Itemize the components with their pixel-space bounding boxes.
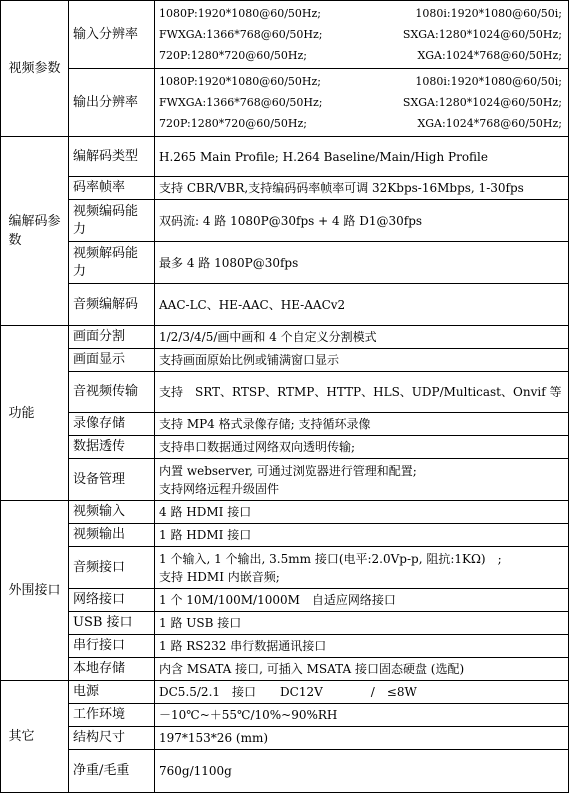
- value-power: DC5.5/2.1 接口 DC12V / ≤8W: [155, 681, 569, 704]
- value-video-output: 1 路 HDMI 接口: [155, 524, 569, 547]
- label-size: 结构尺寸: [69, 727, 155, 750]
- label-decode-capability: 视频解码能力: [69, 242, 155, 284]
- label-audio-interface: 音频接口: [69, 547, 155, 589]
- value-bitrate: 支持 CBR/VBR,支持编码码率帧率可调 32Kbps-16Mbps, 1-30fps: [155, 177, 569, 200]
- value-input-resolution: 1080P:1920*1080@60/50Hz; 1080i:1920*1080@60/50i; FWXGA:1366*768@60/50Hz; SXGA:1280*1024@60/50Hz; 720P:1280*720@60/50Hz; XGA:1024*768@60/50Hz;: [155, 1, 569, 69]
- value-size: 197*153*26 (mm): [155, 727, 569, 750]
- value-av-transport: 支持 SRT、RTSP、RTMP、HTTP、HLS、UDP/Multicast、Onvif 等: [155, 372, 569, 413]
- row-codec-type: [1, 137, 569, 177]
- label-av-transport: 音视频传输: [69, 372, 155, 413]
- label-serial-interface: 串行接口: [69, 635, 155, 658]
- row-decode-capability: [1, 242, 569, 284]
- label-weight: 净重/毛重: [69, 750, 155, 793]
- label-bitrate: 码率帧率: [69, 177, 155, 200]
- value-screen-split: 1/2/3/4/5/画中画和 4 个自定义分割模式: [155, 326, 569, 349]
- value-data-passthrough: 支持串口数据通过网络双向透明传输;: [155, 436, 569, 459]
- value-audio-interface: 1 个输入, 1 个输出, 3.5mm 接口(电平:2.0Vp-p, 阻抗:1KΩ) ; 支持 HDMI 内嵌音频;: [155, 547, 569, 589]
- row-screen-split: [1, 326, 569, 349]
- value-serial-interface: 1 路 RS232 串行数据通讯接口: [155, 635, 569, 658]
- value-usb-interface: 1 路 USB 接口: [155, 612, 569, 635]
- row-power: [1, 681, 569, 704]
- label-screen-split: 画面分割: [69, 326, 155, 349]
- row-screen-display: [1, 349, 569, 372]
- value-device-management: 内置 webserver, 可通过浏览器进行管理和配置; 支持网络远程升级固件: [155, 459, 569, 501]
- label-output-resolution: 输出分辨率: [69, 69, 155, 137]
- label-environment: 工作环境: [69, 704, 155, 727]
- row-size: [1, 727, 569, 750]
- category-codec: 编解码参数: [1, 137, 69, 326]
- row-record-storage: [1, 413, 569, 436]
- label-audio-codec: 音频编解码: [69, 284, 155, 326]
- value-environment: －10℃~＋55℃/10%~90%RH: [155, 704, 569, 727]
- label-record-storage: 录像存储: [69, 413, 155, 436]
- row-data-passthrough: [1, 436, 569, 459]
- label-codec-type: 编解码类型: [69, 137, 155, 177]
- label-network-interface: 网络接口: [69, 589, 155, 612]
- value-video-input: 4 路 HDMI 接口: [155, 501, 569, 524]
- label-usb-interface: USB 接口: [69, 612, 155, 635]
- value-codec-type: H.265 Main Profile; H.264 Baseline/Main/High Profile: [155, 137, 569, 177]
- value-record-storage: 支持 MP4 格式录像存储; 支持循环录像: [155, 413, 569, 436]
- value-network-interface: 1 个 10M/100M/1000M 自适应网络接口: [155, 589, 569, 612]
- row-audio-codec: [1, 284, 569, 326]
- value-decode-capability: 最多 4 路 1080P@30fps: [155, 242, 569, 284]
- row-bitrate: [1, 177, 569, 200]
- row-av-transport: [1, 372, 569, 413]
- category-function: 功能: [1, 326, 69, 501]
- value-screen-display: 支持画面原始比例或铺满窗口显示: [155, 349, 569, 372]
- label-input-resolution: 输入分辨率: [69, 1, 155, 69]
- label-encode-capability: 视频编码能力: [69, 200, 155, 242]
- row-environment: [1, 704, 569, 727]
- row-network-interface: [1, 589, 569, 612]
- row-local-storage: [1, 658, 569, 681]
- label-video-input: 视频输入: [69, 501, 155, 524]
- label-screen-display: 画面显示: [69, 349, 155, 372]
- value-output-resolution: 1080P:1920*1080@60/50Hz; 1080i:1920*1080@60/50i; FWXGA:1366*768@60/50Hz; SXGA:1280*1024@60/50Hz; 720P:1280*720@60/50Hz; XGA:1024*768@60/50Hz;: [155, 69, 569, 137]
- label-data-passthrough: 数据透传: [69, 436, 155, 459]
- row-device-management: [1, 459, 569, 501]
- value-encode-capability: 双码流: 4 路 1080P@30fps + 4 路 D1@30fps: [155, 200, 569, 242]
- row-output-resolution: [1, 69, 569, 137]
- category-other: 其它: [1, 681, 69, 793]
- row-serial-interface: [1, 635, 569, 658]
- category-peripheral: 外围接口: [1, 501, 69, 681]
- label-power: 电源: [69, 681, 155, 704]
- category-video: 视频参数: [1, 1, 69, 137]
- row-weight: [1, 750, 569, 793]
- row-video-output: [1, 524, 569, 547]
- label-device-management: 设备管理: [69, 459, 155, 501]
- label-local-storage: 本地存储: [69, 658, 155, 681]
- row-encode-capability: [1, 200, 569, 242]
- value-audio-codec: AAC-LC、HE-AAC、HE-AACv2: [155, 284, 569, 326]
- row-usb-interface: [1, 612, 569, 635]
- row-video-input: [1, 501, 569, 524]
- value-weight: 760g/1100g: [155, 750, 569, 793]
- label-video-output: 视频输出: [69, 524, 155, 547]
- row-input-resolution: [1, 1, 569, 69]
- row-audio-interface: [1, 547, 569, 589]
- value-local-storage: 内含 MSATA 接口, 可插入 MSATA 接口固态硬盘 (选配): [155, 658, 569, 681]
